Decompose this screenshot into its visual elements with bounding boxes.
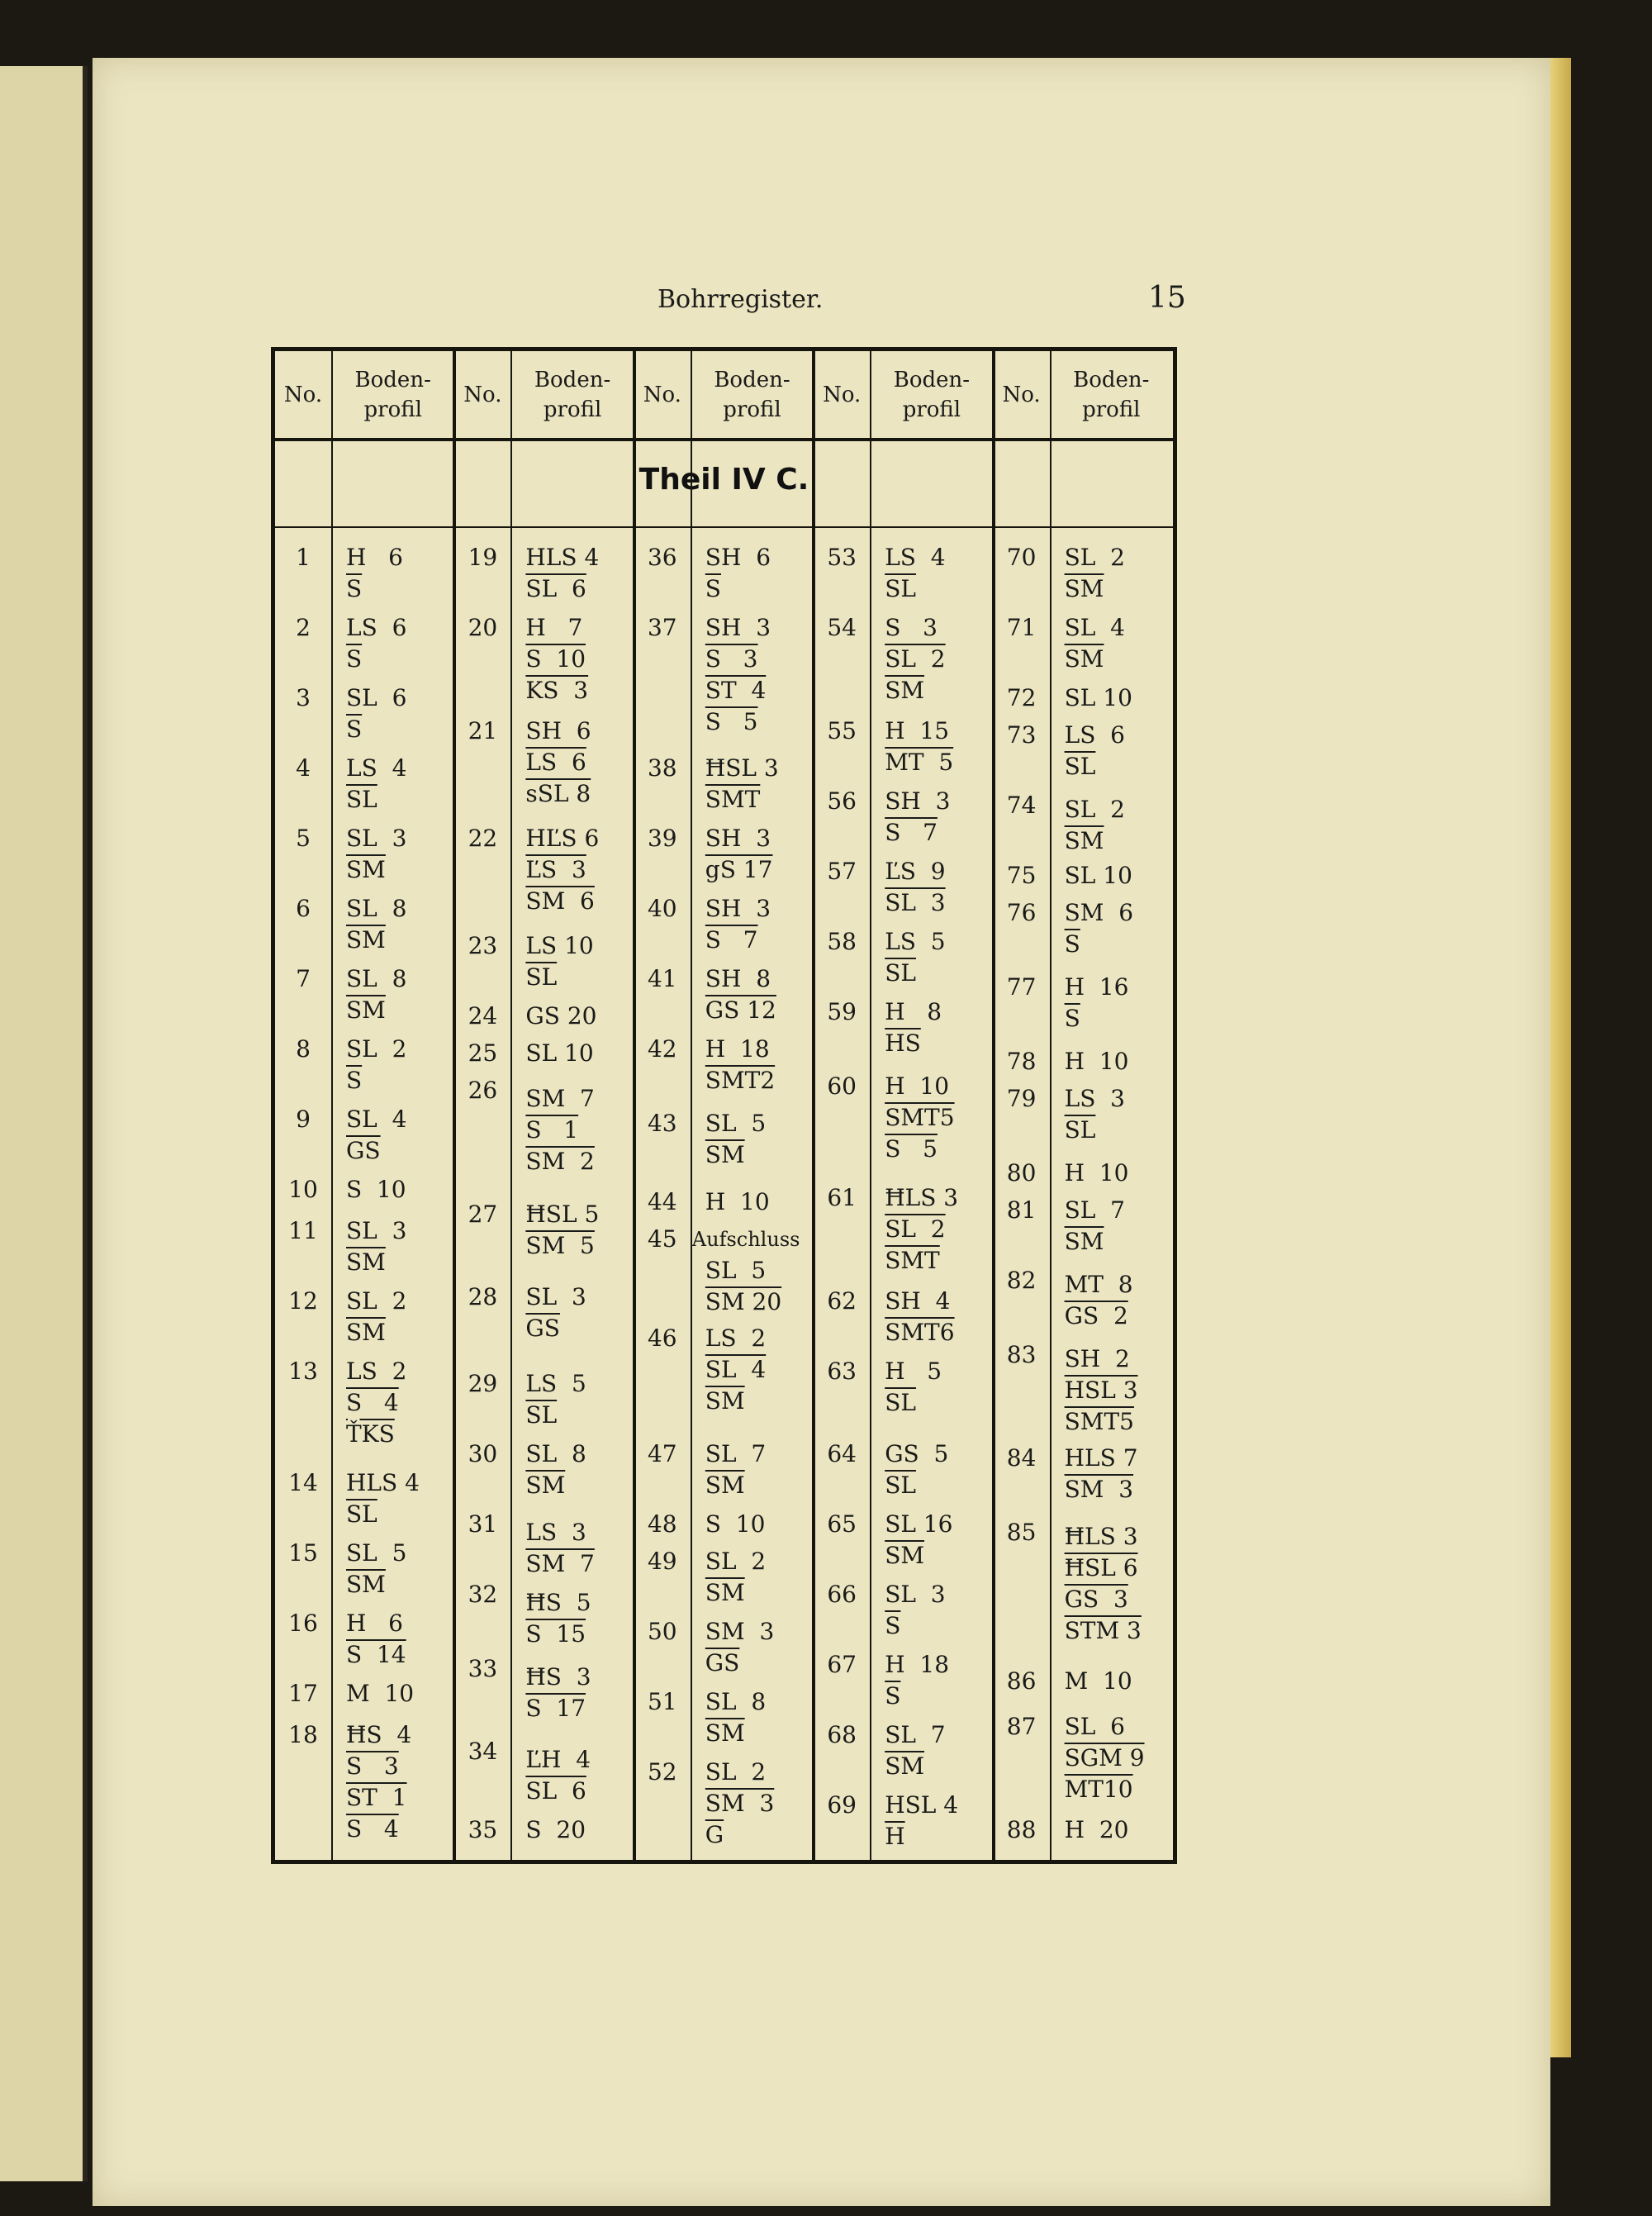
soil-profile-entry: $\overline{H}$ [885, 1823, 905, 1850]
boring-number: 17 [288, 1680, 318, 1707]
boring-number: 44 [647, 1188, 677, 1215]
soil-profile-entry: STM 3 [1064, 1617, 1142, 1644]
section-rule [275, 526, 1173, 528]
soil-profile-entry: KS 3 [525, 677, 589, 704]
boring-number: 55 [827, 717, 857, 744]
soil-profile-entry: HĽS 6 [525, 825, 600, 852]
soil-profile-entry: SM 5 [525, 1232, 595, 1259]
soil-profile-entry: LS 6 [1064, 721, 1125, 749]
boring-number: 82 [1006, 1267, 1037, 1294]
boring-number: 14 [288, 1469, 318, 1496]
boring-number: 62 [827, 1287, 857, 1315]
soil-profile-entry: SL 2 [885, 1215, 946, 1243]
boring-number: 16 [288, 1610, 318, 1637]
soil-profile-entry: LS 4 [346, 754, 407, 782]
boring-number: 49 [647, 1548, 677, 1575]
soil-profile-entry: $\overline{S}$ [346, 1067, 363, 1094]
soil-profile-entry: H 18 [885, 1651, 950, 1678]
boring-number: 64 [827, 1440, 857, 1467]
header-bodenprofil: Boden- profil [534, 367, 611, 422]
soil-profile-entry: Aufschluss [691, 1228, 800, 1251]
soil-profile-entry: $\overline{S}$ [346, 575, 363, 602]
soil-profile-entry: $\overline{SL}$ [346, 1500, 377, 1528]
soil-profile-entry: $\overline{SM}$ [346, 1248, 386, 1276]
soil-profile-entry: SL 7 [705, 1440, 767, 1467]
boring-number: 56 [827, 787, 857, 815]
soil-profile-entry: $\overline{SM}$ [346, 996, 386, 1024]
soil-profile-entry: S 1 [525, 1116, 579, 1144]
no-column-divider [1050, 351, 1051, 1860]
boring-number: 30 [468, 1440, 498, 1467]
soil-profile-entry: SH 4 [885, 1287, 951, 1315]
soil-profile-entry: $\overline{S}$ [885, 1682, 901, 1710]
soil-profile-entry: $\overline{S}$ [1064, 930, 1080, 958]
soil-profile-entry: SL 3 [346, 1217, 407, 1244]
boring-number: 63 [827, 1358, 857, 1385]
boring-number: 6 [296, 895, 311, 922]
boring-number: 1 [296, 544, 311, 571]
soil-profile-entry: SL 3 [525, 1283, 586, 1310]
soil-profile-entry: M 10 [1064, 1667, 1132, 1695]
soil-profile-entry: ĦSL 5 [525, 1201, 600, 1228]
soil-profile-entry: LS 10 [525, 932, 594, 959]
boring-number: 86 [1006, 1667, 1037, 1695]
boring-number: 57 [827, 858, 857, 885]
header-bodenprofil: Boden- profil [714, 367, 790, 422]
boring-number: 20 [468, 614, 498, 641]
boring-number: 32 [468, 1581, 498, 1608]
soil-profile-entry: $\overline{SMT}$ [885, 1247, 940, 1274]
soil-profile-entry: SH 3 [705, 825, 771, 852]
soil-profile-entry: $\overline{ŤKS}$ [346, 1420, 395, 1448]
boring-number: 84 [1006, 1444, 1037, 1472]
soil-profile-entry: S 17 [525, 1695, 586, 1722]
boring-number: 22 [468, 825, 498, 852]
soil-profile-entry: S 3 [705, 645, 758, 673]
soil-profile-entry: H 10 [1064, 1159, 1129, 1186]
soil-profile-entry: $\overline{SM}$ [346, 856, 386, 883]
header-bodenprofil: Boden- profil [893, 367, 971, 422]
boring-number: 39 [647, 825, 677, 852]
soil-profile-entry: $\overline{SM}$ [705, 1141, 745, 1168]
soil-profile-entry: S 5 [705, 708, 758, 735]
boring-number: 31 [468, 1510, 498, 1538]
boring-number: 38 [647, 754, 677, 782]
boring-number: 23 [468, 932, 498, 959]
soil-profile-entry: S 4 [346, 1389, 399, 1416]
soil-profile-entry: SH 3 [705, 895, 771, 922]
boring-number: 67 [827, 1651, 857, 1678]
soil-profile-entry: $\overline{S}$ [1064, 1005, 1080, 1032]
soil-profile-entry: SM 3 [705, 1618, 775, 1645]
boring-number: 85 [1006, 1519, 1037, 1546]
boring-number: 52 [647, 1758, 677, 1786]
soil-profile-entry: ĦLS 3 [1064, 1523, 1138, 1550]
header-no: No. [643, 382, 681, 407]
soil-profile-entry: $\overline{SL}$ [885, 1472, 916, 1499]
boring-number: 76 [1006, 899, 1037, 926]
boring-number: 15 [288, 1539, 318, 1567]
boring-number: 2 [296, 614, 311, 641]
soil-profile-entry: $\overline{SL}$ [346, 786, 377, 813]
soil-profile-entry: H 16 [1064, 973, 1129, 1001]
boring-number: 7 [296, 965, 311, 992]
soil-profile-entry: SL 6 [346, 684, 407, 711]
facing-page-edge [0, 66, 88, 2181]
boring-number: 35 [468, 1816, 498, 1843]
soil-profile-entry: H 8 [885, 998, 942, 1025]
soil-profile-entry: $\overline{SM}$ [885, 677, 925, 704]
soil-profile-entry: S 3 [346, 1752, 399, 1780]
header-no: No. [823, 382, 862, 407]
soil-profile-entry: SM 7 [525, 1550, 595, 1577]
boring-number: 60 [827, 1072, 857, 1100]
soil-profile-entry: GS 3 [1064, 1586, 1128, 1613]
boring-number: 51 [647, 1688, 677, 1715]
soil-profile-entry: M 10 [346, 1680, 415, 1707]
soil-profile-entry: H 10 [885, 1072, 950, 1100]
boring-number: 48 [647, 1510, 677, 1538]
boring-number: 40 [647, 895, 677, 922]
header-bodenprofil: Boden- profil [1073, 367, 1150, 422]
soil-profile-entry: $\overline{GS}$ [705, 1649, 740, 1676]
soil-profile-entry: GS 12 [705, 996, 776, 1024]
bohrregister-table [271, 347, 1177, 1864]
boring-number: 18 [288, 1721, 318, 1748]
soil-profile-entry: SL 4 [346, 1106, 407, 1133]
boring-number: 54 [827, 614, 857, 641]
soil-profile-entry: LS 2 [346, 1358, 407, 1385]
soil-profile-entry: GS 5 [885, 1440, 949, 1467]
boring-number: 77 [1006, 973, 1037, 1001]
boring-number: 70 [1006, 544, 1037, 571]
soil-profile-entry: SM 6 [525, 887, 595, 915]
soil-profile-entry: ĽS 9 [885, 858, 946, 885]
soil-profile-entry: S 15 [525, 1620, 586, 1648]
boring-number: 8 [296, 1035, 311, 1063]
soil-profile-entry: LS 6 [346, 614, 407, 641]
header-rule [275, 438, 1173, 441]
boring-number: 36 [647, 544, 677, 571]
boring-number: 37 [647, 614, 677, 641]
soil-profile-entry: S 7 [885, 819, 938, 846]
soil-profile-entry: SL 10 [1064, 684, 1132, 711]
soil-profile-entry: SH 2 [1064, 1345, 1130, 1372]
boring-number: 79 [1006, 1085, 1037, 1112]
soil-profile-entry: H 5 [885, 1358, 942, 1385]
soil-profile-entry: $\overline{SL}$ [1064, 753, 1096, 780]
boring-number: 71 [1006, 614, 1037, 641]
soil-profile-entry: SH 3 [885, 787, 951, 815]
soil-profile-entry: $\overline{SM}$ [1064, 827, 1104, 854]
boring-number: 42 [647, 1035, 677, 1063]
soil-profile-entry: MT10 [1064, 1776, 1133, 1803]
soil-profile-entry: SMT2 [705, 1067, 776, 1094]
soil-profile-entry: S 4 [346, 1815, 399, 1843]
soil-profile-entry: $\overline{SM}$ [1064, 575, 1104, 602]
soil-profile-entry: SL 3 [885, 889, 946, 916]
soil-profile-entry: $\overline{SM}$ [705, 1472, 745, 1499]
soil-profile-entry: $\overline{SL}$ [525, 1401, 558, 1429]
soil-profile-entry: $\overline{GS}$ [346, 1137, 381, 1164]
running-head: Bohrregister. [657, 285, 824, 314]
soil-profile-entry: LS 3 [525, 1519, 586, 1546]
boring-number: 33 [468, 1655, 498, 1682]
soil-profile-entry: $\overline{SM}$ [346, 1571, 386, 1598]
header-no: No. [1002, 382, 1041, 407]
boring-number: 34 [468, 1738, 498, 1765]
boring-number: 53 [827, 544, 857, 571]
soil-profile-entry: $\overline{GS}$ [525, 1315, 560, 1342]
soil-profile-entry: LS 3 [1064, 1085, 1125, 1112]
soil-profile-entry: ĦS 4 [346, 1721, 412, 1748]
boring-number: 61 [827, 1184, 857, 1211]
soil-profile-entry: SH 3 [705, 614, 771, 641]
soil-profile-entry: SL 5 [705, 1110, 767, 1137]
soil-profile-entry: SL 4 [705, 1356, 767, 1383]
soil-profile-entry: $\overline{S}$ [885, 1612, 901, 1639]
soil-profile-entry: H 10 [705, 1188, 770, 1215]
soil-profile-entry: SL 8 [525, 1440, 586, 1467]
soil-profile-entry: HLS 4 [525, 544, 600, 571]
soil-profile-entry: ĦS 5 [525, 1589, 591, 1616]
boring-number: 72 [1006, 684, 1037, 711]
soil-profile-entry: S 14 [346, 1641, 406, 1668]
soil-profile-entry: $\overline{SM}$ [705, 1387, 745, 1415]
boring-number: 59 [827, 998, 857, 1025]
soil-profile-entry: SM 7 [525, 1085, 595, 1112]
no-column-divider [510, 351, 512, 1860]
no-column-divider [691, 351, 692, 1860]
soil-profile-entry: SMT6 [885, 1319, 955, 1346]
boring-number: 83 [1006, 1341, 1037, 1368]
boring-number: 50 [647, 1618, 677, 1645]
soil-profile-entry: HLS 4 [346, 1469, 420, 1496]
soil-profile-entry: S 10 [346, 1176, 406, 1203]
soil-profile-entry: SM 20 [705, 1288, 782, 1315]
soil-profile-entry: LS 5 [885, 928, 946, 955]
boring-number: 13 [288, 1358, 318, 1385]
soil-profile-entry: ĦS 3 [525, 1663, 591, 1691]
soil-profile-entry: $\overline{SM}$ [885, 1542, 925, 1569]
boring-number: 43 [647, 1110, 677, 1137]
soil-profile-entry: ĽH 4 [525, 1746, 591, 1773]
soil-profile-entry: $\overline{SMT}$ [705, 786, 761, 813]
soil-profile-entry: ST 1 [346, 1784, 407, 1811]
soil-profile-entry: $\overline{S}$ [346, 645, 363, 673]
boring-number: 47 [647, 1440, 677, 1467]
soil-profile-entry: SL 10 [525, 1039, 594, 1067]
page-number: 15 [1148, 281, 1186, 315]
soil-profile-entry: $\overline{SM}$ [1064, 645, 1104, 673]
soil-profile-entry: $\overline{SM}$ [1064, 1228, 1104, 1255]
soil-profile-entry: SL 5 [346, 1539, 407, 1567]
boring-number: 12 [288, 1287, 318, 1315]
boring-number: 29 [468, 1370, 498, 1397]
boring-number: 74 [1006, 792, 1037, 819]
boring-number: 65 [827, 1510, 857, 1538]
boring-number: 73 [1006, 721, 1037, 749]
no-column-divider [331, 351, 333, 1860]
boring-number: 45 [647, 1225, 677, 1253]
boring-number: 81 [1006, 1196, 1037, 1224]
boring-number: 66 [827, 1581, 857, 1608]
soil-profile-entry: SM 3 [705, 1790, 775, 1817]
boring-number: 78 [1006, 1048, 1037, 1075]
soil-profile-entry: HSL 4 [885, 1791, 959, 1819]
soil-profile-entry: $\overline{G}$ [705, 1821, 724, 1848]
soil-profile-entry: S 5 [885, 1135, 938, 1163]
soil-profile-entry: SL 3 [885, 1581, 946, 1608]
soil-profile-entry: H 18 [705, 1035, 770, 1063]
soil-profile-entry: SL 6 [1064, 1713, 1125, 1740]
soil-profile-entry: SL 2 [346, 1035, 407, 1063]
soil-profile-entry: ĦLS 3 [885, 1184, 959, 1211]
boring-number: 5 [296, 825, 311, 852]
no-column-divider [870, 351, 871, 1860]
soil-profile-entry: $\overline{SL}$ [885, 959, 916, 987]
boring-number: 3 [296, 684, 311, 711]
boring-number: 46 [647, 1324, 677, 1352]
soil-profile-entry: SL 8 [705, 1688, 767, 1715]
group-divider [453, 351, 456, 1860]
soil-profile-entry: SL 6 [525, 1777, 586, 1805]
soil-profile-entry: S 10 [705, 1510, 766, 1538]
section-title: Theil IV C. [638, 463, 809, 497]
soil-profile-entry: $\overline{SM}$ [346, 1319, 386, 1346]
soil-profile-entry: ĦSL 6 [1064, 1554, 1138, 1581]
soil-profile-entry: $\overline{SL}$ [885, 575, 916, 602]
soil-profile-entry: MT 8 [1064, 1271, 1133, 1298]
soil-profile-entry: LS 2 [705, 1324, 767, 1352]
soil-profile-entry: H 20 [1064, 1816, 1129, 1843]
boring-number: 87 [1006, 1713, 1037, 1740]
soil-profile-entry: SGM 9 [1064, 1744, 1145, 1771]
soil-profile-entry: SH 6 [525, 717, 591, 744]
soil-profile-entry: $\overline{S}$ [346, 716, 363, 743]
soil-profile-entry: SM 2 [525, 1148, 595, 1175]
soil-profile-entry: SL 10 [1064, 862, 1132, 889]
soil-profile-entry: sSL 8 [525, 780, 591, 807]
soil-profile-entry: $\overline{SM}$ [885, 1752, 925, 1780]
soil-profile-entry: H 6 [346, 1610, 403, 1637]
soil-profile-entry: H 6 [346, 544, 403, 571]
boring-number: 88 [1006, 1816, 1037, 1843]
group-divider [812, 351, 815, 1860]
soil-profile-entry: SL 8 [346, 965, 407, 992]
soil-profile-entry: LS 6 [525, 749, 586, 776]
boring-number: 25 [468, 1039, 498, 1067]
soil-profile-entry: H 15 [885, 717, 950, 744]
soil-profile-entry: $\overline{S}$ [705, 575, 721, 602]
soil-profile-entry: SL 4 [1064, 614, 1125, 641]
soil-profile-entry: SL 5 [705, 1257, 767, 1284]
soil-profile-entry: ĽS 3 [525, 856, 586, 883]
boring-number: 24 [468, 1002, 498, 1030]
soil-profile-entry: S 10 [525, 645, 586, 673]
boring-number: 21 [468, 717, 498, 744]
soil-profile-entry: GS 2 [1064, 1302, 1128, 1329]
soil-profile-entry: SH 8 [705, 965, 771, 992]
boring-number: 19 [468, 544, 498, 571]
boring-number: 80 [1006, 1159, 1037, 1186]
soil-profile-entry: H 7 [525, 614, 583, 641]
soil-profile-entry: MT 5 [885, 749, 954, 776]
soil-profile-entry: S 20 [525, 1816, 586, 1843]
soil-profile-entry: $\overline{SL}$ [525, 963, 558, 991]
soil-profile-entry: SL 16 [885, 1510, 953, 1538]
soil-profile-entry: $\overline{SM}$ [346, 926, 386, 953]
soil-profile-entry: LS 5 [525, 1370, 586, 1397]
boring-number: 10 [288, 1176, 318, 1203]
header-no: No. [463, 382, 502, 407]
soil-profile-entry: SL 2 [346, 1287, 407, 1315]
soil-profile-entry: $\overline{SM}$ [525, 1472, 566, 1499]
soil-profile-entry: $\overline{SL}$ [885, 1389, 916, 1416]
soil-profile-entry: SL 8 [346, 895, 407, 922]
soil-profile-entry: S 7 [705, 926, 758, 953]
boring-number: 69 [827, 1791, 857, 1819]
soil-profile-entry: SM 3 [1064, 1476, 1134, 1503]
soil-profile-entry: $\overline{SL}$ [1064, 1116, 1096, 1144]
soil-profile-entry: $\overline{SM}$ [705, 1579, 745, 1606]
soil-profile-entry: SM 6 [1064, 899, 1134, 926]
soil-profile-entry: HLS 7 [1064, 1444, 1138, 1472]
boring-number: 11 [288, 1217, 318, 1244]
boring-number: 41 [647, 965, 677, 992]
soil-profile-entry: SL 6 [525, 575, 586, 602]
boring-number: 75 [1006, 862, 1037, 889]
soil-profile-entry: SL 2 [705, 1548, 767, 1575]
soil-profile-entry: SL 2 [705, 1758, 767, 1786]
soil-profile-entry: HSL 3 [1064, 1377, 1138, 1404]
soil-profile-entry: SL 7 [885, 1721, 946, 1748]
boring-number: 27 [468, 1201, 498, 1228]
soil-profile-entry: SL 3 [346, 825, 407, 852]
soil-profile-entry: S 3 [885, 614, 938, 641]
soil-profile-entry: $\overline{HS}$ [885, 1030, 921, 1057]
soil-profile-entry: $\overline{SM}$ [705, 1719, 745, 1747]
header-no: No. [283, 382, 323, 407]
boring-number: 58 [827, 928, 857, 955]
soil-profile-entry: SMT5 [885, 1104, 955, 1131]
soil-profile-entry: H 10 [1064, 1048, 1129, 1075]
boring-number: 9 [296, 1106, 311, 1133]
soil-profile-entry: LS 4 [885, 544, 946, 571]
soil-profile-entry: SH 6 [705, 544, 771, 571]
soil-profile-entry: SL 2 [1064, 544, 1125, 571]
boring-number: 26 [468, 1077, 498, 1104]
soil-profile-entry: SL 2 [1064, 796, 1125, 823]
soil-profile-entry: GS 20 [525, 1002, 597, 1030]
soil-profile-entry: gS 17 [705, 856, 773, 883]
soil-profile-entry: ĦSL 3 [705, 754, 779, 782]
soil-profile-entry: SMT5 [1064, 1408, 1134, 1435]
boring-number: 28 [468, 1283, 498, 1310]
boring-number: 68 [827, 1721, 857, 1748]
header-bodenprofil: Boden- profil [354, 367, 431, 422]
soil-profile-entry: SL 7 [1064, 1196, 1125, 1224]
boring-number: 4 [296, 754, 311, 782]
soil-profile-entry: SL 2 [885, 645, 946, 673]
soil-profile-entry: ST 4 [705, 677, 767, 704]
